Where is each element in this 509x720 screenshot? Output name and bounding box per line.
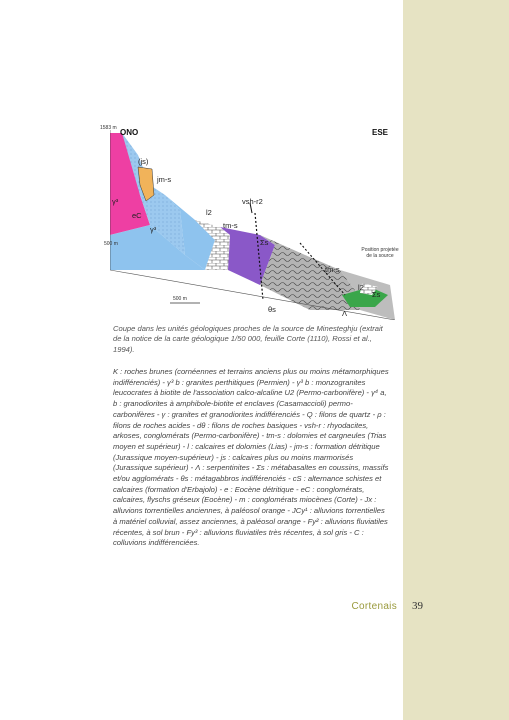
unit-label: l2 [358, 283, 364, 292]
unit-label: vsh-r2 [242, 197, 263, 206]
section-title: Cortenais [351, 601, 397, 612]
unit-label: γ³ [150, 225, 157, 234]
figure-legend: K : roches brunes (cornéennes et terrains anciens plus ou moins métamorphiques indifférenciés) - γ³ b : granites perthitiques (Permien) - γ³ b : monzogranites leucocrates à biotite de l'association calco-alcaline U2 (Permo-carbonifère) - γ⁴ a, b : granodiorites à amphibole-biotite et enclaves (Casamaccioli) permo-carbonifères - γ : granites et granodiorites indifférenciés - Q : filons de quartz - ρ : filons de roches acides - dθ : filons de roches basiques - vsh-r : rhyodacites, arkoses, conglomérats (Permo-carbonifère) - tm-s : dolomies et cargneules (Trias moyen et supérieur) - l : calcaires et dolomies (Lias) - jm-s : formation détritique (Jurassique moyen-supérieur) - js : calcaires plus ou moins marmorisés (Jurassique supérieur) - Λ : serpentinites - Σs : métabasaltes en coussins, massifs et/ou agglomérats - θs : métagabbros indifférenciés - cS : alternance schistes et calcaires (formation d'Erbajolo) - e : Eocène détritique - eC : conglomérats, calcaires, flyschs gréseux (Eocène) - m : conglomérats miocènes (Corte) - Jx : alluvions torrentielles anciennes, à paléosol orange - JCy¹ : alluvions torrentielles à matériel colluvial, assez anciennes, à paléosol orange - Fy² : alluvions fluviatiles récentes, à sol brun - Fy³ : alluvions fluviatiles très récentes, à sol gris - C : colluvions indifférenciées. [113, 367, 389, 548]
unit-label: γ³ [112, 197, 119, 206]
unit-label: eC [132, 211, 142, 220]
unit-label: Σs [260, 238, 269, 247]
unit-label: l2 [206, 208, 212, 217]
unit-label: Λ [342, 309, 348, 318]
direction-left-label: ONO [120, 128, 139, 137]
altitude-top-label: 1583 m [100, 125, 117, 131]
unit-label: (js) [138, 157, 149, 166]
unit-label: tm-s [325, 265, 340, 274]
figure-caption: Coupe dans les unités géologiques proches de la source de Minesteghju (extrait de la notice de la carte géologique 1/50 000, feuille Corte (1110), Rossi et al., 1994). [113, 324, 383, 354]
unit-label: θs [268, 305, 276, 314]
unit-label: jm-s [157, 175, 172, 184]
altitude-mid-label: 500 m [104, 241, 118, 247]
page-sidebar-band [403, 0, 509, 720]
direction-right-label: ESE [372, 128, 389, 137]
geologic-cross-section [100, 125, 399, 320]
unit-label: tm-s [223, 221, 238, 230]
page-number: 39 [412, 600, 423, 612]
unit-label: Σs [372, 290, 381, 299]
source-position-label: Position projetée de la source [361, 247, 399, 259]
scale-label: 500 m [173, 296, 187, 302]
cross-section-drawing [110, 125, 395, 320]
